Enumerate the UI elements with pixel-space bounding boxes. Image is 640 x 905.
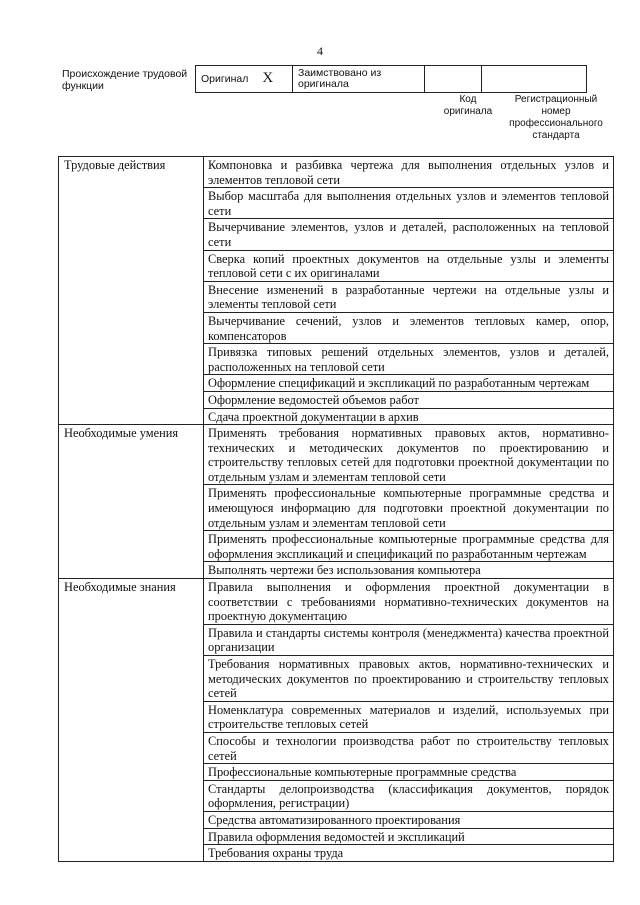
section-category: Необходимые умения bbox=[59, 425, 204, 579]
original-mark: X bbox=[262, 70, 274, 86]
section-item: Оформление ведомостей объемов работ bbox=[204, 391, 614, 408]
original-label: Оригинал bbox=[201, 73, 249, 85]
table-row bbox=[59, 425, 614, 485]
section-item: Привязка типовых решений отдельных элементов, узлов и деталей, расположенных на тепловой сети bbox=[204, 344, 614, 375]
section-item: Правила оформления ведомостей и экспликаций bbox=[204, 828, 614, 845]
original-cell bbox=[196, 66, 293, 93]
section-item: Оформление спецификаций и экспликаций по разработанным чертежам bbox=[204, 375, 614, 392]
reg-number-cell bbox=[482, 66, 587, 93]
code-caption: Код оригинала bbox=[443, 94, 493, 117]
origin-table bbox=[195, 65, 587, 93]
section-item: Применять профессиональные компьютерные программные средства для оформления экспликаций и спецификаций по разработанным чертежам bbox=[204, 531, 614, 562]
borrowed-cell: Заимствовано из оригинала bbox=[293, 66, 425, 93]
section-item: Применять требования нормативных правовых актов, нормативно-технических и методических документов по проектированию и строительству тепловых сетей для подготовки проектной документации по отдельным узлам и элементам тепловой сети bbox=[204, 425, 614, 485]
function-table bbox=[58, 156, 614, 862]
section-item: Требования нормативных правовых актов, нормативно-технических и методических документов по проектированию и строительству тепловых сетей bbox=[204, 656, 614, 702]
section-item: Сдача проектной документации в архив bbox=[204, 408, 614, 425]
section-category: Трудовые действия bbox=[59, 157, 204, 425]
section-item: Вычерчивание элементов, узлов и деталей, расположенных на тепловой сети bbox=[204, 219, 614, 250]
section-item: Стандарты делопроизводства (классификация документов, порядок оформления, регистрации) bbox=[204, 780, 614, 811]
section-item: Компоновка и разбивка чертежа для выполнения отдельных узлов и элементов тепловой сети bbox=[204, 157, 614, 188]
section-item: Внесение изменений в разработанные чертежи на отдельные узлы и элементы тепловой сети bbox=[204, 281, 614, 312]
reg-number-caption: Регистрационный номер профессионального стандарта bbox=[509, 94, 603, 141]
section-item: Способы и технологии производства работ по строительству тепловых сетей bbox=[204, 732, 614, 763]
section-item: Вычерчивание сечений, узлов и элементов тепловых камер, опор, компенсаторов bbox=[204, 312, 614, 343]
section-item: Правила и стандарты системы контроля (менеджмента) качества проектной организации bbox=[204, 624, 614, 655]
origin-label: Происхождение трудовой функции bbox=[62, 68, 188, 92]
section-item: Выполнять чертежи без использования компьютера bbox=[204, 562, 614, 579]
table-row bbox=[59, 157, 614, 188]
page-number: 4 bbox=[317, 44, 323, 58]
section-item: Номенклатура современных материалов и изделий, используемых при строительстве тепловых сетей bbox=[204, 701, 614, 732]
section-item: Применять профессиональные компьютерные программные средства и имеющуюся информацию для подготовки проектной документации по отдельным узлам и элементам тепловой сети bbox=[204, 485, 614, 531]
section-item: Сверка копий проектных документов на отдельные узлы и элементы тепловой сети с их оригиналами bbox=[204, 250, 614, 281]
table-row bbox=[59, 579, 614, 625]
code-cell bbox=[425, 66, 482, 93]
section-item: Средства автоматизированного проектирования bbox=[204, 811, 614, 828]
section-item: Требования охраны труда bbox=[204, 845, 614, 862]
section-item: Правила выполнения и оформления проектной документации в соответствии с требованиями нормативно-технических документов на проектную документацию bbox=[204, 579, 614, 625]
section-category: Необходимые знания bbox=[59, 579, 204, 862]
section-item: Выбор масштаба для выполнения отдельных узлов и элементов тепловой сети bbox=[204, 188, 614, 219]
section-item: Профессиональные компьютерные программные средства bbox=[204, 764, 614, 781]
